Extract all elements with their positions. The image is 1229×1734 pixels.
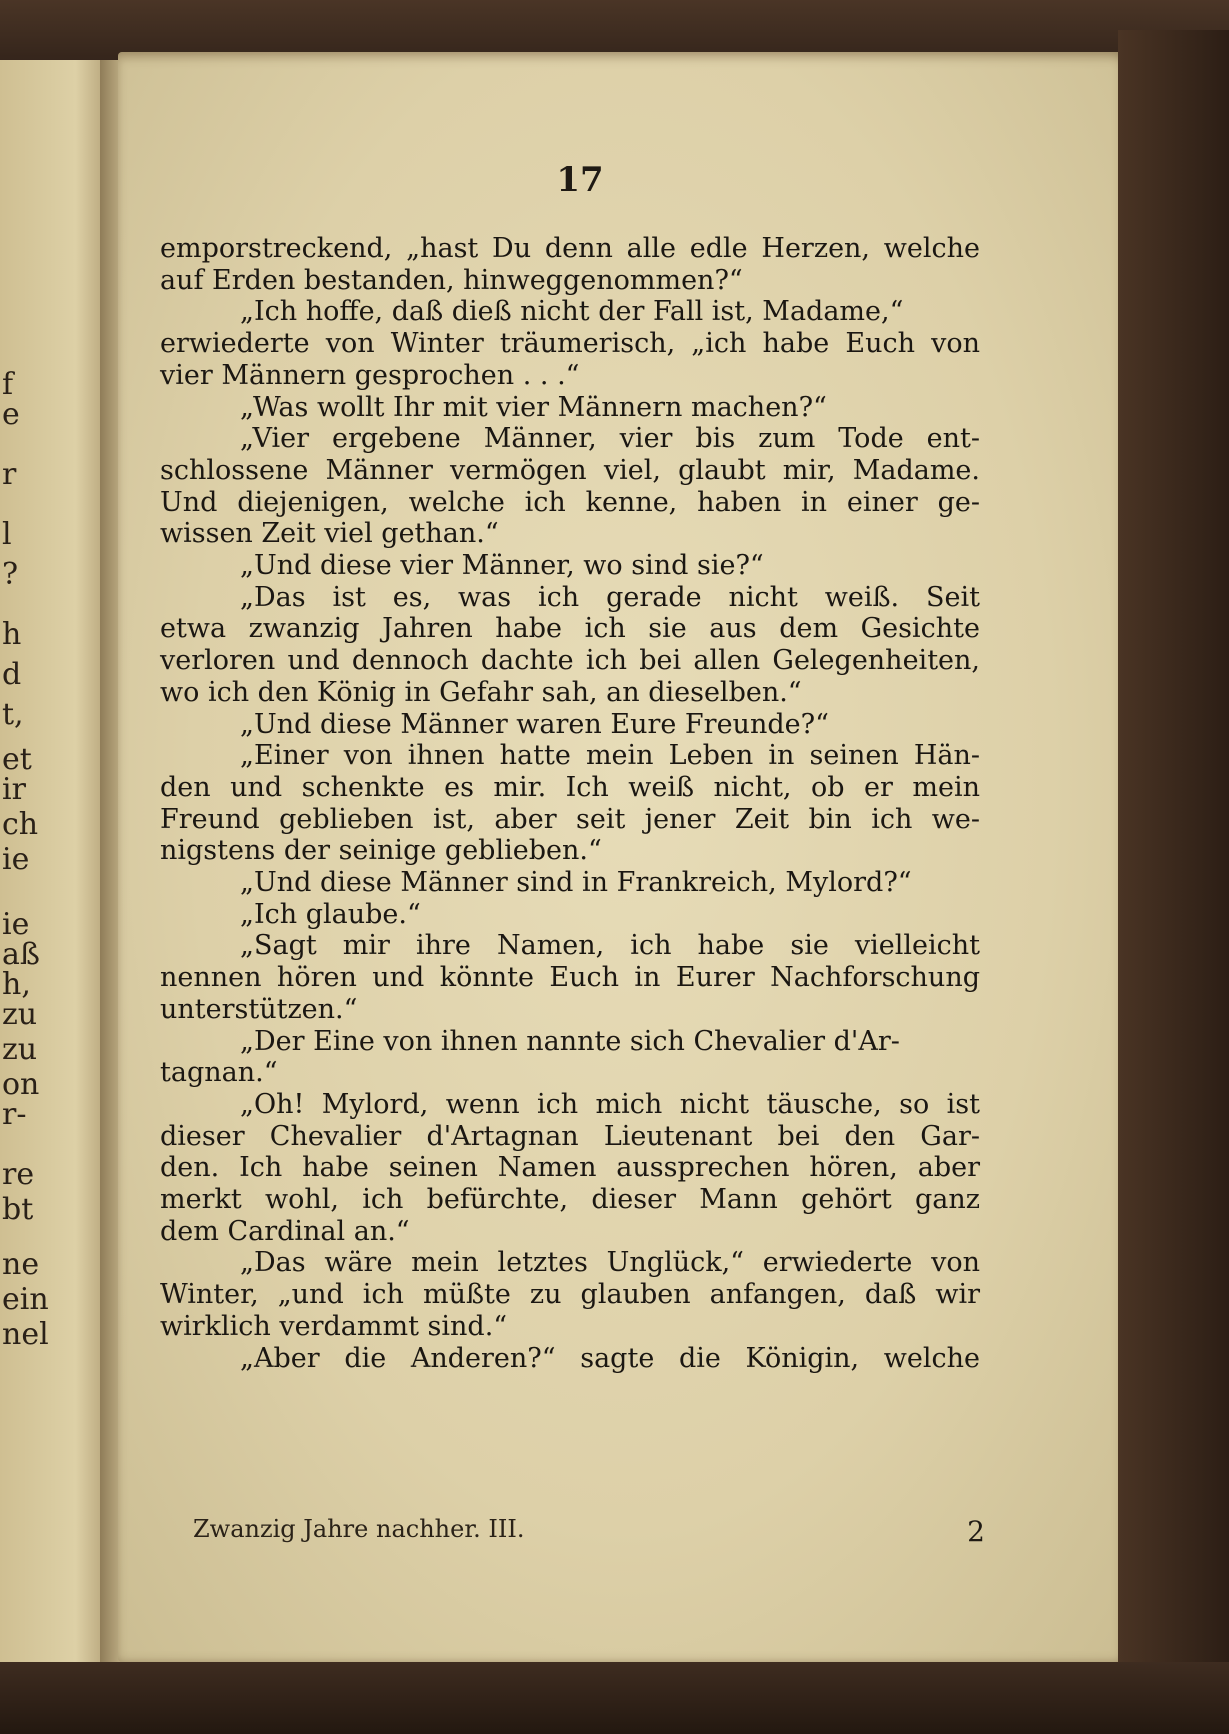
text-line: „Aber die Anderen?“ sagte die Königin, welche: [240, 1342, 980, 1374]
text-line: den. Ich habe seinen Namen aussprechen hören, aber: [160, 1152, 980, 1184]
text-line: „Das ist es, was ich gerade nicht weiß. Seit: [240, 581, 980, 613]
facing-page-text-fragment: e: [2, 397, 20, 432]
text-line: erwiederte von Winter träumerisch, „ich habe Euch von: [160, 328, 980, 360]
book-cover-bottom: [0, 1662, 1229, 1734]
text-line: schlossene Männer vermögen viel, glaubt mir, Madame.: [160, 454, 980, 486]
text-line: wissen Zeit viel gethan.“: [160, 518, 499, 550]
facing-page-text-fragment: aß: [2, 937, 40, 972]
running-footer-title: Zwanzig Jahre nachher. III.: [193, 1515, 525, 1543]
text-line: „Vier ergebene Männer, vier bis zum Tode ent-: [240, 423, 980, 455]
text-line: tagnan.“: [160, 1057, 278, 1089]
facing-page-text-fragment: zu: [2, 1032, 38, 1067]
text-line: vier Männern gesprochen . . .“: [160, 359, 580, 391]
text-line: nennen hören und könnte Euch in Eurer Nachforschung: [160, 962, 980, 994]
text-line: Und diejenigen, welche ich kenne, haben in einer ge-: [160, 486, 980, 518]
text-line: „Einer von ihnen hatte mein Leben in seinen Hän-: [240, 740, 980, 772]
facing-page-text-fragment: r-: [2, 1097, 27, 1132]
text-line: „Ich hoffe, daß dieß nicht der Fall ist, Madame,“: [240, 296, 904, 328]
text-line: dieser Chevalier d'Artagnan Lieutenant bei den Gar-: [160, 1120, 980, 1152]
text-line: „Was wollt Ihr mit vier Männern machen?“: [240, 391, 827, 423]
text-line: „Der Eine von ihnen nannte sich Chevalier d'Ar-: [240, 1025, 900, 1057]
facing-page-text-fragment: h,: [2, 967, 31, 1002]
facing-page-text-fragment: h: [2, 617, 22, 652]
facing-page-text-fragment: ?: [2, 557, 19, 592]
facing-page-text-fragment: on: [2, 1067, 40, 1102]
text-line: „Sagt mir ihre Namen, ich habe sie vielleicht: [240, 930, 980, 962]
facing-page-text-fragment: d: [2, 657, 22, 692]
text-line: „Und diese Männer sind in Frankreich, Mylord?“: [240, 867, 912, 898]
text-line: unterstützen.“: [160, 993, 358, 1025]
page-number: 17: [556, 160, 604, 200]
text-line: „Das wäre mein letztes Unglück,“ erwiederte von: [240, 1247, 980, 1279]
facing-page-text-fragment: ie: [2, 842, 30, 877]
facing-page-text-fragment: t,: [2, 697, 24, 732]
book-cover-right: [1118, 30, 1229, 1730]
text-line: „Und diese vier Männer, wo sind sie?“: [240, 550, 764, 581]
facing-page-text-fragment: et: [2, 742, 32, 777]
text-line: den und schenkte es mir. Ich weiß nicht, ob er mein: [160, 771, 980, 803]
text-line: Freund geblieben ist, aber seit jener Zeit bin ich we-: [160, 803, 980, 835]
text-line: „Und diese Männer waren Eure Freunde?“: [240, 708, 829, 740]
text-line: „Ich glaube.“: [240, 898, 421, 930]
text-line: wirklich verdammt sind.“: [160, 1310, 508, 1342]
page-footer: [165, 1515, 985, 1549]
facing-page-text-fragment: r: [2, 457, 17, 492]
text-line: dem Cardinal an.“: [160, 1215, 410, 1247]
text-line: emporstreckend, „hast Du denn alle edle Herzen, welche: [160, 233, 980, 264]
facing-page-text-fragment: f: [2, 367, 14, 402]
facing-page-text-fragment: ir: [2, 772, 26, 807]
text-line: merkt wohl, ich befürchte, dieser Mann gehört ganz: [160, 1184, 980, 1215]
facing-page-text-fragment: l: [2, 517, 12, 552]
text-line: wo ich den König in Gefahr sah, an dieselben.“: [160, 676, 802, 708]
text-line: Winter, „und ich müßte zu glauben anfangen, daß wir: [160, 1279, 980, 1311]
facing-page-text-fragment: bt: [2, 1192, 34, 1227]
facing-page-edge: [0, 60, 108, 1670]
facing-page-text-fragment: ch: [2, 807, 39, 842]
text-line: „Oh! Mylord, wenn ich mich nicht täusche, so ist: [240, 1088, 980, 1120]
text-line: nigstens der seinige geblieben.“: [160, 835, 602, 867]
text-line: verloren und dennoch dachte ich bei allen Gelegenheiten,: [160, 645, 980, 677]
facing-page-text-fragment: ein: [2, 1282, 49, 1317]
facing-page-text-fragment: nel: [2, 1317, 49, 1352]
facing-page-text-fragment: ne: [2, 1247, 40, 1282]
text-line: etwa zwanzig Jahren habe ich sie aus dem Gesichte: [160, 613, 980, 645]
facing-page-text-fragment: re: [2, 1157, 35, 1192]
signature-mark: 2: [967, 1515, 985, 1548]
text-line: auf Erden bestanden, hinweggenommen?“: [160, 264, 743, 296]
facing-page-text-fragment: ie: [2, 907, 30, 942]
facing-page-text-fragment: zu: [2, 997, 38, 1032]
